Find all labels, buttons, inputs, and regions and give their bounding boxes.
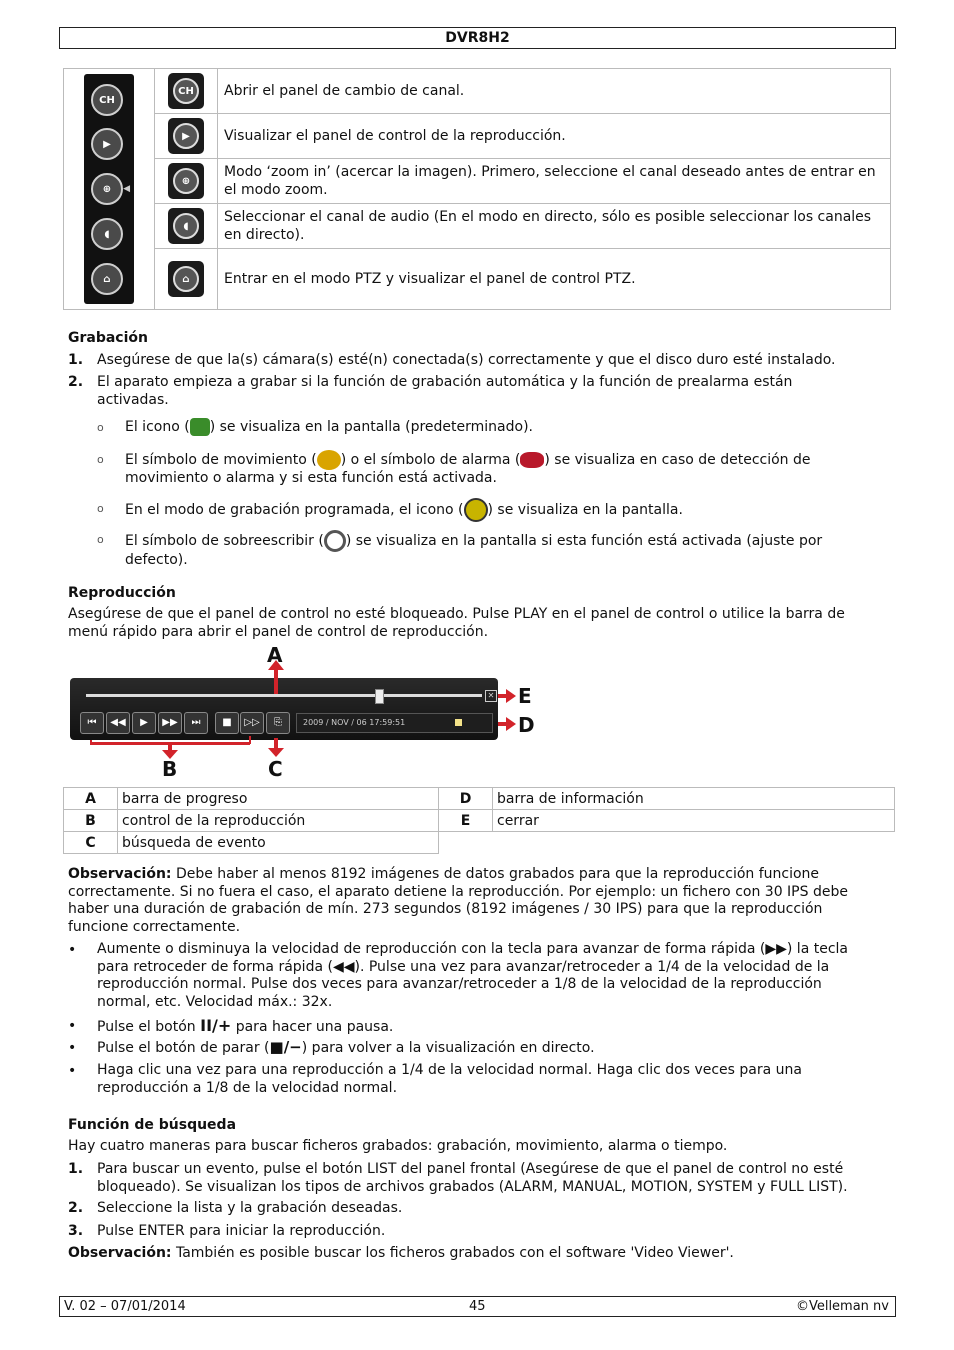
record-camera-icon [190,418,210,436]
bullet-schedule [125,498,683,522]
legend-value: barra de progreso [118,788,439,810]
callout-arrow-c [268,748,284,757]
bullet-text: movimiento o alarma y si esta función está activada. [125,470,497,486]
bullet-text: para retroceder de forma rápida ( [97,958,333,975]
step-text [97,1161,848,1196]
row-description: Entrar en el modo PTZ y visualizar el panel de control PTZ. [218,249,891,310]
status-indicator [455,719,462,726]
fast-forward-icon[interactable]: ▶▶ [158,712,182,734]
bullet-text: reproducción normal. Pulse dos veces para avanzar/retroceder a 1/8 de la velocidad de la reproducción [97,976,822,992]
row-description: Seleccionar el canal de audio (En el modo en directo, sólo es posible seleccionar los canales en directo). [218,204,891,249]
overwrite-icon [324,530,346,552]
callout-arrow-e [506,689,516,703]
legend-key: A [64,788,118,810]
callout-label-a: A [267,643,283,667]
bullet-dot: • [68,1063,77,1079]
bullet-text: El icono ( [125,419,190,435]
bullet-dot: • [68,942,77,958]
observation-text: haber una duración de grabación de mín. 273 segundos (8192 imágenes / 30 IPS) para que la reproducción [68,901,823,917]
fast-forward-icon: ▶▶ [765,941,787,957]
legend-table [63,787,895,854]
footer-version: V. 02 – 07/01/2014 [64,1299,186,1314]
step-number: 2. [68,374,84,390]
bullet-record-icon [125,418,533,437]
observation-text: correctamente. Si no fuera el caso, el aparato detiene la reproducción. Por ejemplo: un fichero con 30 IPS debe [68,884,848,900]
legend-key: E [439,810,493,832]
bullet-text: ). Pulse una vez para avanzar/retroceder a 1/4 de la velocidad de la [354,958,830,975]
row-description: Abrir el panel de cambio de canal. [218,69,891,114]
play-icon[interactable]: ▶ [132,712,156,734]
intro-line: menú rápido para abrir el panel de control de reproducción. [68,624,489,640]
skip-start-icon[interactable]: ⏮ [80,712,104,734]
ptz-icon: ⌂ [168,261,204,297]
bullet-speed [97,941,848,1011]
legend-value: cerrar [493,810,895,832]
callout-label-b: B [162,757,178,781]
bullet-marker: o [97,502,104,515]
legend-key: D [439,788,493,810]
channel-icon: CH [91,84,123,116]
bullet-dot: • [68,1018,77,1034]
event-search-icon[interactable]: ⎘ [266,712,290,734]
audio-icon: ◖ [91,218,123,250]
callout-label-e: E [518,684,532,708]
intro-line: Hay cuatro maneras para buscar ficheros grabados: grabación, movimiento, alarma o tiempo. [68,1138,728,1154]
observation-text: Debe haber al menos 8192 imágenes de datos grabados para que la reproducción funcione [171,866,820,882]
bullet-text: Aumente o disminuya la velocidad de reproducción con la tecla para avanzar de forma rápida ( [97,941,766,957]
bullet-text: El símbolo de movimiento ( [125,452,317,468]
ptz-icon: ⌂ [91,263,123,295]
bullet-text: ) se visualiza en la pantalla. [487,502,683,518]
step-number: 1. [68,1161,84,1177]
row-description: Visualizar el panel de control de la reproducción. [218,114,891,159]
legend-value: control de la reproducción [118,810,439,832]
alarm-icon [520,452,544,468]
section-title-busqueda: Función de búsqueda [68,1117,237,1133]
datetime-readout: 2009 / NOV / 06 17:59:51 [303,718,406,727]
observation-paragraph [68,1245,734,1263]
step-text-line: bloqueado). Se visualizan los tipos de archivos grabados (ALARM, MANUAL, MOTION, SYSTEM y FULL LIST). [97,1178,848,1195]
bullet-click [97,1062,802,1097]
collapse-arrow-icon: ◀ [123,184,130,194]
legend-key: B [64,810,118,832]
observation-paragraph [68,866,819,884]
icon-table [63,68,891,310]
footer-copyright: ©Velleman nv [795,1299,889,1314]
callout-line-a [274,666,278,694]
legend-value: barra de información [493,788,895,810]
row-description: Modo ‘zoom in’ (acercar la imagen). Primero, seleccione el canal deseado antes de entrar en el modo zoom. [218,159,891,204]
close-icon[interactable]: ✕ [485,690,497,702]
step-text-line: Para buscar un evento, pulse el botón LIST del panel frontal (Asegúrese de que el panel de control no esté [97,1161,844,1177]
bullet-text: El símbolo de sobreescribir ( [125,533,324,549]
bullet-text: normal, etc. Velocidad máx.: 32x. [97,993,333,1010]
step-number: 2. [68,1200,84,1216]
step-text: El aparato empieza a grabar si la función de grabación automática y la función de prealarma están activadas. [97,374,793,408]
progress-bar[interactable] [86,694,482,697]
bullet-text: defecto). [125,552,188,568]
play-icon: ▶ [91,128,123,160]
page-footer [59,1296,896,1317]
legend-value: búsqueda de evento [118,832,439,854]
skip-end-icon[interactable]: ⏭ [184,712,208,734]
slow-icon[interactable]: ▷▷ [240,712,264,734]
section-title-grabacion: Grabación [68,330,148,346]
bullet-text: Pulse el botón [97,1019,201,1035]
step-number: 1. [68,352,84,368]
audio-icon: ◖ [168,208,204,244]
play-icon: ▶ [168,118,204,154]
bullet-text: ) para volver a la visualización en directo. [301,1040,595,1056]
page-number: 45 [469,1299,486,1314]
zoom-in-icon: ⊕ [91,173,123,205]
bullet-text: Pulse el botón de parar ( [97,1040,270,1056]
callout-bracket-b [249,736,251,744]
bullet-text: reproducción a 1/8 de la velocidad normal. [97,1079,398,1096]
callout-arrow-d [506,717,516,731]
playback-control-panel [70,678,498,740]
bullet-text: En el modo de grabación programada, el icono ( [125,502,464,518]
bullet-marker: o [97,533,104,546]
bullet-text: ) la tecla [786,941,848,957]
bullet-text: ) se visualiza en caso de detección de [544,452,811,468]
section-title-reproduccion: Reproducción [68,585,176,601]
stop-icon[interactable]: ■ [215,712,239,734]
bullet-marker: o [97,421,104,434]
step-number: 3. [68,1223,84,1239]
bullet-marker: o [97,453,104,466]
bullet-text: Haga clic una vez para una reproducción a 1/4 de la velocidad normal. Haga clic dos veces para una [97,1062,802,1078]
info-bar [296,713,493,733]
bullet-dot: • [68,1040,77,1056]
bullet-overwrite [125,530,860,570]
callout-label-c: C [268,757,283,781]
step-text: Pulse ENTER para iniciar la reproducción. [97,1223,386,1239]
page-header [59,27,896,49]
channel-icon: CH [168,73,204,109]
observation-label: Observación: [68,1245,172,1261]
step-text: Asegúrese de que la(s) cámara(s) esté(n) conectada(s) correctamente y que el disco duro esté instalado. [97,352,836,368]
sidebar-cell [64,69,155,310]
bullet-motion-alarm [125,450,845,488]
observation-text: También es posible buscar los ficheros grabados con el software 'Video Viewer'. [171,1245,734,1261]
observation-label: Observación: [68,866,172,882]
callout-label-d: D [518,713,535,737]
motion-icon [317,450,341,470]
bullet-text: ) o el símbolo de alarma ( [340,452,521,468]
zoom-in-icon: ⊕ [168,163,204,199]
bullet-text: para hacer una pausa. [231,1019,394,1035]
document-title: DVR8H2 [445,30,510,46]
progress-knob[interactable] [375,689,384,704]
legend-key: C [64,832,118,854]
schedule-clock-icon [464,498,488,522]
bullet-text: ) se visualiza en la pantalla si esta función está activada (ajuste por [345,533,823,549]
rewind-icon[interactable]: ◀◀ [106,712,130,734]
pause-icon: II/+ [200,1016,232,1035]
stop-icon: ■/− [269,1038,302,1056]
step-text: Seleccione la lista y la grabación deseadas. [97,1200,403,1216]
rewind-icon: ◀◀ [332,958,355,975]
observation-text: funcione correctamente. [68,919,241,935]
intro-line: Asegúrese de que el panel de control no esté bloqueado. Pulse PLAY en el panel de control o utilice la barra de [68,606,845,622]
bullet-pause [97,1017,393,1037]
quick-menu-sidebar [84,74,134,304]
bullet-text: ) se visualiza en la pantalla (predeterminado). [209,419,533,435]
bullet-stop [97,1039,595,1058]
